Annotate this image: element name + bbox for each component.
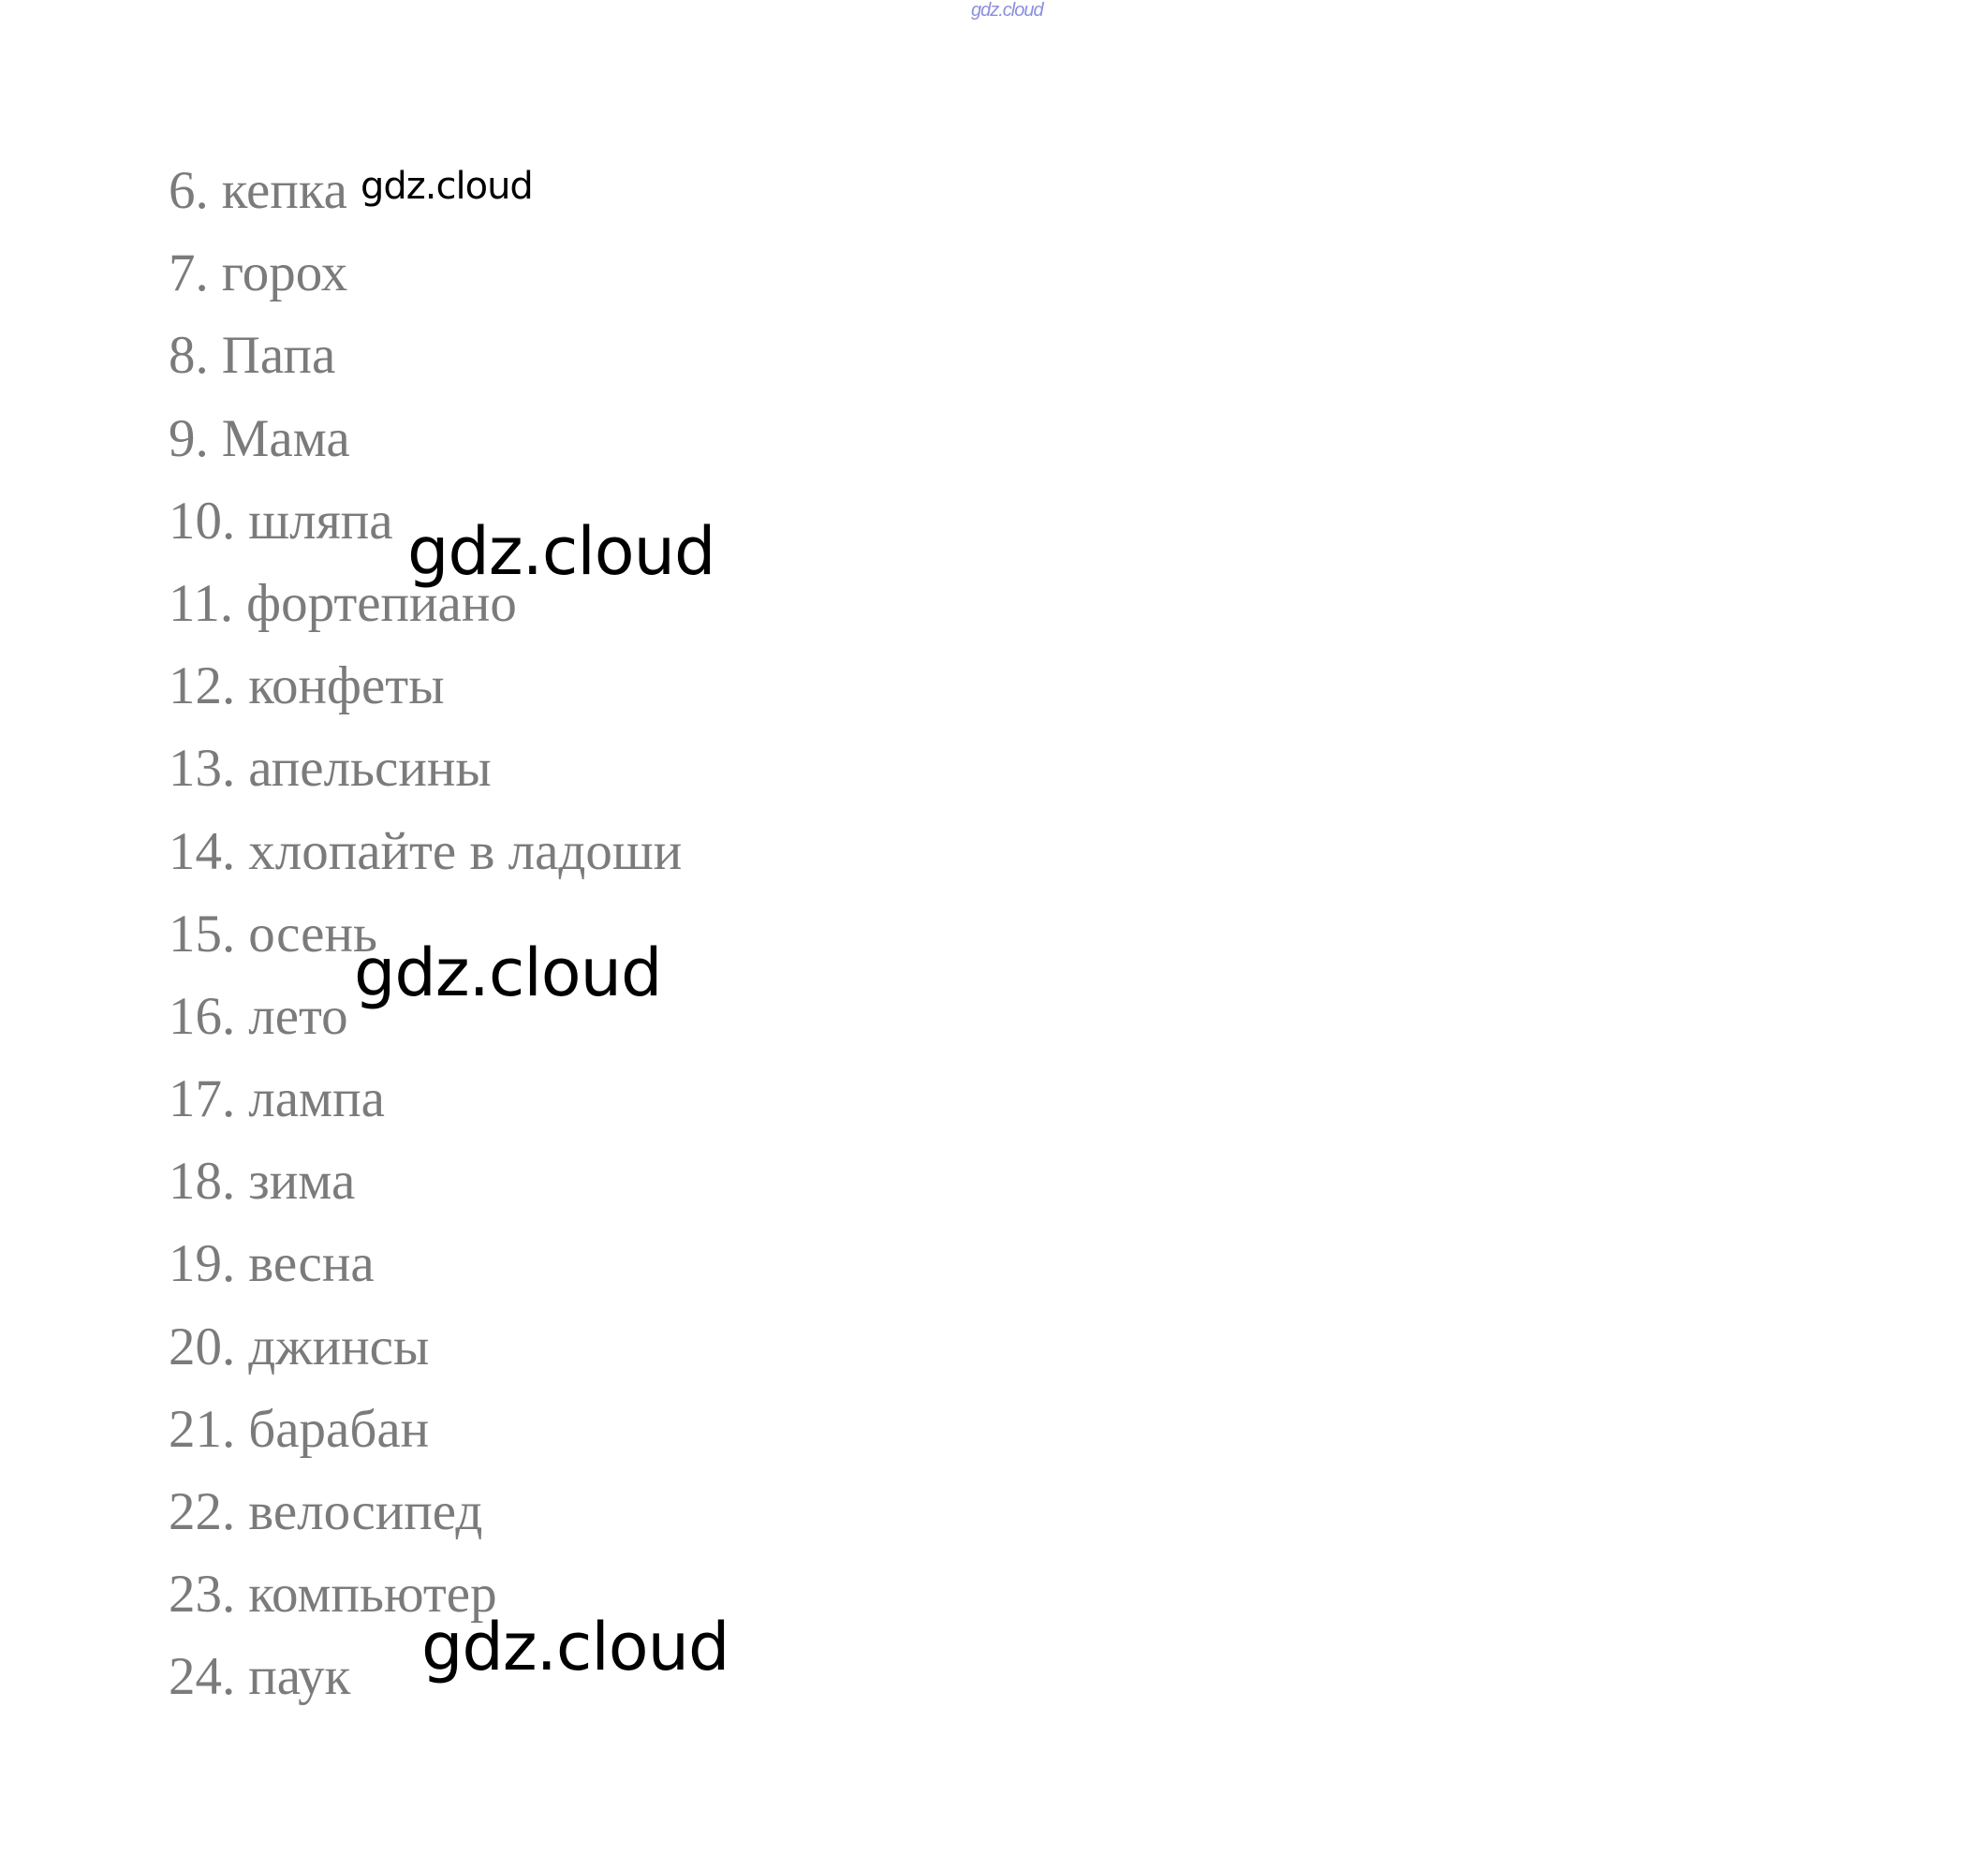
item-number: 23. xyxy=(169,1565,236,1625)
item-word: весна xyxy=(248,1234,375,1294)
item-word: компьютер xyxy=(248,1565,497,1625)
item-word: велосипед xyxy=(248,1482,483,1541)
list-item xyxy=(169,1389,682,1471)
list-item xyxy=(169,728,682,810)
item-word: фортепиано xyxy=(246,573,517,633)
item-number: 19. xyxy=(169,1234,236,1294)
list-item xyxy=(169,1471,682,1553)
item-number: 12. xyxy=(169,656,236,716)
list-item xyxy=(169,315,682,397)
item-number: 14. xyxy=(169,821,236,881)
list-item xyxy=(169,1058,682,1140)
list-item xyxy=(169,398,682,480)
item-number: 13. xyxy=(169,739,236,799)
item-number: 21. xyxy=(169,1399,236,1459)
item-word: барабан xyxy=(248,1399,430,1459)
item-number: 7. xyxy=(169,243,209,303)
list-item xyxy=(169,1306,682,1389)
item-number: 10. xyxy=(169,491,236,551)
item-word: лето xyxy=(248,986,348,1046)
item-word: хлопайте в ладоши xyxy=(248,821,683,881)
item-number: 22. xyxy=(169,1482,236,1541)
list-item xyxy=(169,232,682,315)
item-number: 15. xyxy=(169,904,236,964)
item-number: 17. xyxy=(169,1069,236,1129)
item-number: 16. xyxy=(169,986,236,1046)
item-number: 24. xyxy=(169,1647,236,1707)
list-item xyxy=(169,645,682,728)
watermark: gdz.cloud xyxy=(407,513,715,590)
item-word: Мама xyxy=(221,408,350,468)
watermark: gdz.cloud xyxy=(361,165,533,208)
item-word: горох xyxy=(221,243,348,303)
list-item xyxy=(169,1140,682,1223)
item-number: 11. xyxy=(169,573,234,633)
item-word: Папа xyxy=(221,326,336,386)
watermark: gdz.cloud xyxy=(354,934,662,1011)
item-number: 8. xyxy=(169,326,209,386)
item-word: лампа xyxy=(248,1069,385,1129)
item-number: 20. xyxy=(169,1317,236,1376)
item-number: 18. xyxy=(169,1152,236,1212)
item-word: конфеты xyxy=(248,656,445,716)
item-word: кепка xyxy=(221,161,347,220)
top-watermark: gdz.cloud xyxy=(971,0,1043,21)
list-item xyxy=(169,1223,682,1305)
item-word: джинсы xyxy=(248,1317,430,1376)
item-word: шляпа xyxy=(248,491,393,551)
item-number: 9. xyxy=(169,408,209,468)
item-word: паук xyxy=(248,1647,351,1707)
list-item xyxy=(169,811,682,893)
item-number: 6. xyxy=(169,161,209,220)
item-word: зима xyxy=(248,1152,356,1212)
watermark: gdz.cloud xyxy=(421,1609,729,1685)
item-word: апельсины xyxy=(248,739,492,799)
item-word: осень xyxy=(248,904,377,964)
